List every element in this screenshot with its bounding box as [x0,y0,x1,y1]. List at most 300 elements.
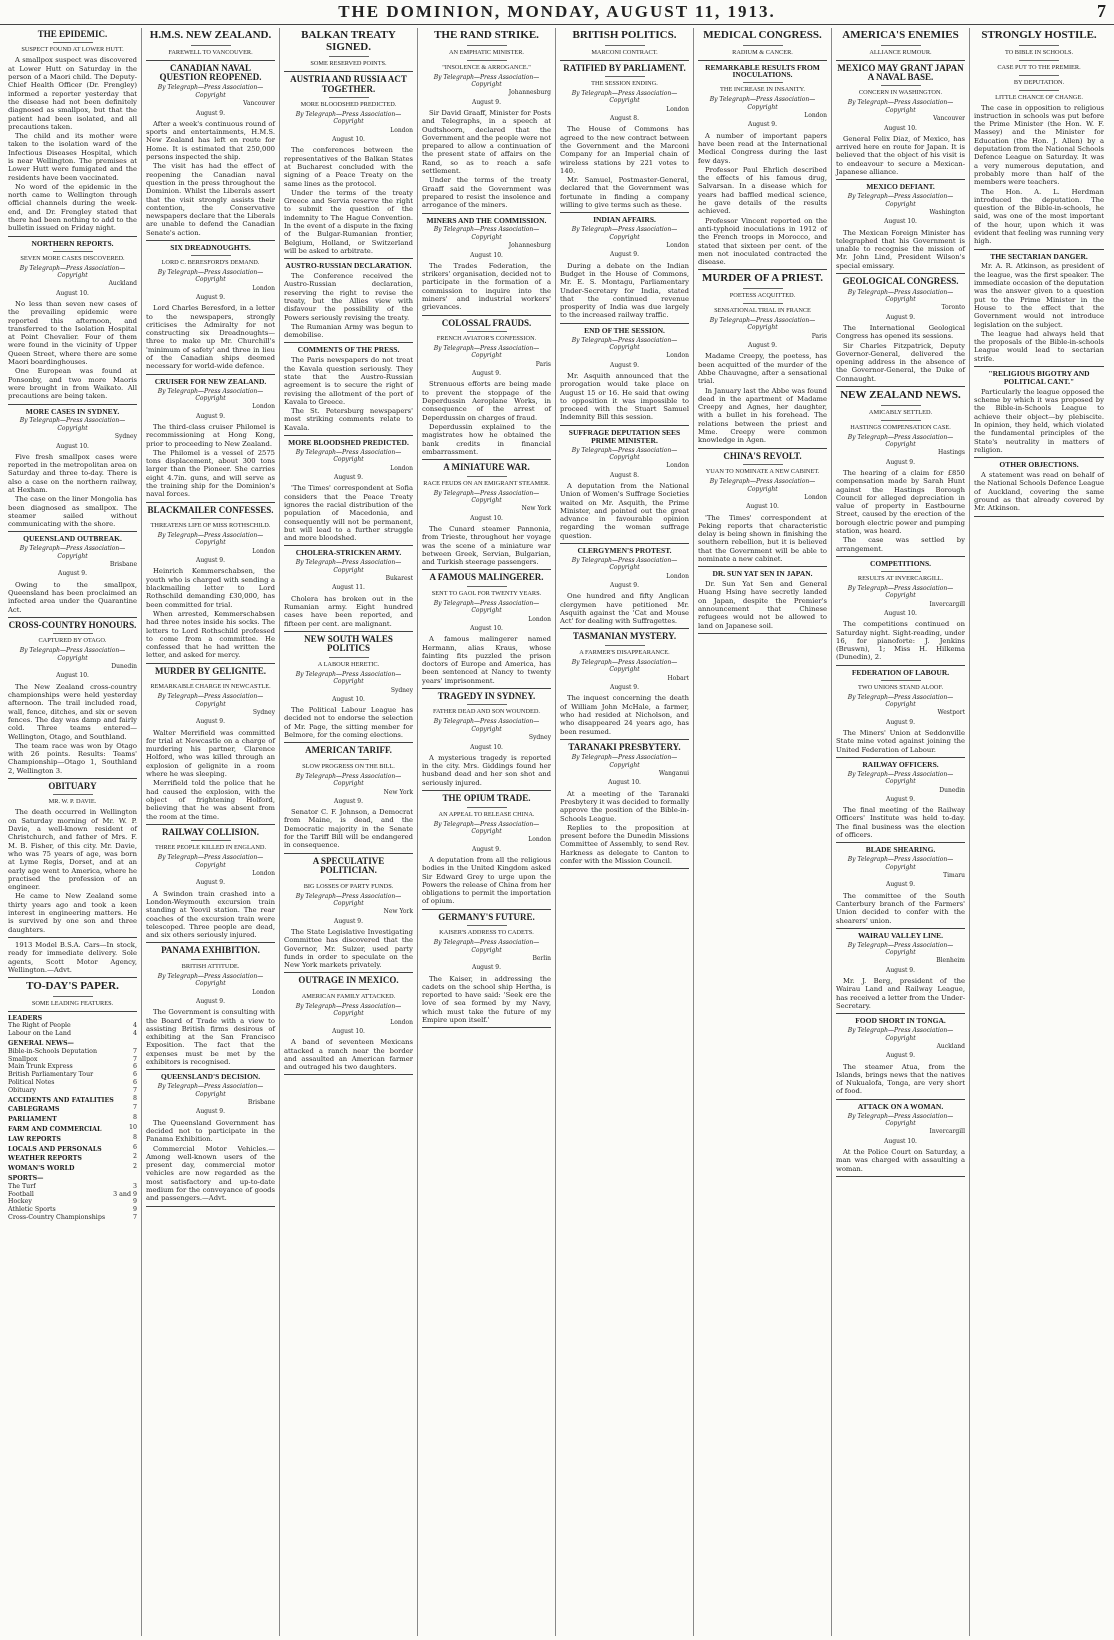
agency-byline: By Telegraph—Press Association—Copyright [847,856,954,871]
article-headline: BALKAN TREATY SIGNED. [301,29,396,53]
agency-byline: By Telegraph—Press Association—Copyright [157,1083,264,1098]
article [560,743,689,870]
article-subheading: FATHER DEAD AND SON WOUNDED. [433,708,540,716]
article-subheading: SUSPECT FOUND AT LOWER HUTT. [21,46,124,54]
article-headline: THE OPIUM TRADE. [442,793,531,804]
column-rule [284,972,413,973]
article [284,439,413,546]
agency-byline: By Telegraph—Press Association—Copyright [433,718,540,733]
article [146,946,275,1070]
dateline-place: London [666,352,689,360]
agency-byline: By Telegraph—Press Association—Copyright [157,693,264,708]
dateline-place: Sydney [252,708,275,716]
divider-rule [605,45,645,46]
article [284,976,413,1075]
article-headline: TARANAKI PRESBYTERY. [568,741,681,752]
article-paragraph: Lord Charles Beresford, in a letter to the newspapers, strongly criticises the Admiralty for not constructing six Dreadnoughts—three to make up Mr. Churchill's 'minimum of safety' and three in lieu of the Canadian ships deemed necessary for world-wide defence. [146,304,275,371]
dateline-place: New York [521,505,551,513]
dateline-place: London [252,988,275,996]
article-subheading: THE INCREASE IN INSANITY. [720,86,805,94]
article-headline: BLADE SHEARING. [865,845,936,855]
contents-label: Bible-in-Schools Deputation [8,1047,97,1055]
article [422,794,551,910]
contents-row [8,1198,137,1206]
dateline-place: New York [383,908,413,916]
article-headline: CHINA'S REVOLT. [723,450,802,461]
article-paragraph: A famous malingerer named Hermann, alias Kraus, whose fainting fits puzzled the prison doctors of Europe and America, has been sentenced at Nancy to twenty years' imprisonment. [422,635,551,685]
article-headline: OTHER OBJECTIONS. [999,460,1079,470]
contents-label: The Right of People [8,1022,71,1030]
article-headline: PANAMA EXHIBITION. [161,945,260,956]
column-rule [836,386,965,387]
article-paragraph: Deperdussin explained to the magistrates how he obtained the bank credits in financial embarrassment. [422,422,551,456]
dateline-place: Berlin [532,954,551,962]
column-rule [146,1069,275,1070]
agency-byline: By Telegraph—Press Association—Copyright [709,478,816,493]
article [422,319,551,461]
dateline-place: Paris [811,332,827,340]
dateline-date: August 10. [884,1137,917,1145]
dateline-date: August 9. [609,361,640,369]
article [836,560,965,666]
divider-rule [467,925,507,926]
article-subheading: MARCONI CONTRACT. [591,48,658,56]
column-rule [8,1011,137,1012]
column-rule [560,212,689,213]
dateline-place: London [804,493,827,501]
article-headline: A MINIATURE WAR. [443,462,530,473]
dateline-place: London [252,547,275,555]
article-headline: A FAMOUS MALINGERER. [429,572,544,583]
contents-label: Main Trunk Express [8,1063,73,1071]
article-headline: OBITUARY [48,781,97,792]
article-subheading: BRITISH ATTITUDE. [181,962,240,970]
divider-rule [467,476,507,477]
dateline-place: Paris [535,360,551,368]
column-rule [836,556,965,557]
article-headline: DR. SUN YAT SEN IN JAPAN. [712,569,813,579]
divider-rule [329,759,369,760]
article-paragraph: The Conference received the Austro-Russian declaration, reserving the right to revise the treaty, but the Allies view with disfavour the possibility of the Powers seriously revising the treaty. [284,272,413,322]
agency-byline: By Telegraph—Press Association—Copyright [157,854,264,869]
column-rule [836,179,965,180]
article-subheading: MORE BLOODSHED PREDICTED. [300,100,397,108]
article-headline: MURDER OF A PRIEST. [701,272,823,285]
contents-label: Football [8,1190,34,1198]
dateline-place: Sydney [114,433,137,441]
article-subheading: SLOW PROGRESS ON THE BILL. [302,762,395,770]
article-paragraph: Replies to the proposition at present before the Dunedin Missions Committee of Assembly, to send Rev. Harkness as delegate to Canton to confer with the Mission Council. [560,823,689,866]
article [698,64,827,271]
article-headline: TASMANIAN MYSTERY. [572,631,677,642]
contents-row [8,1056,137,1064]
article [974,30,1104,250]
contents-section: LEADERS [8,1014,43,1022]
article-paragraph: Particularly the league opposed the scheme by which it was proposed by the Bible-in-Schools League to achieve their object—by plebiscite. In opinion, they held, which violated the fundamental principles of the State's neutrality in matters of religion. [974,387,1104,454]
article-headline: MURDER BY GELIGNITE. [155,665,266,676]
contents-row [8,1191,137,1199]
contents-row [8,1206,137,1214]
news-column [142,28,280,1636]
divider-rule [881,45,921,46]
dateline-place: Johannesburg [508,89,551,97]
article [422,573,551,689]
article-headline: MINERS AND THE COMMISSION. [426,215,547,225]
column-rule [836,1099,965,1100]
column-rule [560,868,689,869]
column-rule [422,459,551,460]
article-headline: TO-DAY'S PAPER. [26,980,119,993]
article-headline: MORE CASES IN SYDNEY. [25,406,120,416]
contents-page: 6 [132,1071,137,1079]
article-headline: SIX DREADNOUGHTS. [170,242,251,252]
contents-row [8,1038,137,1048]
article-paragraph: Mr. A. R. Atkinson, as president of the league, was the first speaker. The immediate occasion of the deputation was the answer given to a question put to the Prime Minister in the House to the effect that the Government would not introduce legislation on the subject. [974,262,1104,329]
news-column [280,28,418,1636]
divider-rule [329,657,369,658]
column-rule [284,71,413,72]
contents-row [8,1071,137,1079]
article-subheading: MR. W. P. DAVIE. [48,798,97,806]
column-rule [146,663,275,664]
article-headline: COMMENTS OF THE PRESS. [297,345,400,355]
article-paragraph: Mr. J. Berg, president of the Wairau Land and Railway League, has received a letter from the Under-Secretary. [836,977,965,1010]
article-subheading: FAREWELL TO VANCOUVER. [168,48,253,56]
contents-page: 3 and 9 [113,1190,137,1198]
dateline-date: August 8. [609,471,640,479]
column-rule [836,1176,965,1177]
contents-label: FARM AND COMMERCIAL [8,1126,102,1134]
column-rule [974,516,1104,517]
article-headline: RATIFIED BY PARLIAMENT. [563,62,686,73]
article-paragraph: The Kaiser, in addressing the cadets on the school ship Hertha, is reported to have said: 'Seek ere the love of sea formed by my Navy, which must take the future of my Empire upon itself.' [422,974,551,1025]
dateline-date: August 8. [609,115,640,123]
dateline-date: August 9. [885,1052,916,1060]
article-paragraph: The Political Labour League has decided not to endorse the selection of Mr. Page, the sitting member for Belmore, for the coming elections. [284,706,413,740]
article-headline: RAILWAY OFFICERS. [862,759,939,769]
divider-rule [53,996,93,997]
article-paragraph: The Miners' Union at Seddonville State mine voted against joining the United Federation of Labour. [836,728,965,754]
column-rule [8,778,137,779]
article-paragraph: The Trades Federation, the strikers' organisation, decided not to participate in the formation of a commission to inquire into the miners' and industrial workers' grievances. [422,261,551,312]
article-headline: ATTACK ON A WOMAN. [857,1101,944,1111]
article-subheading: "INSOLENCE & ARROGANCE." [442,63,531,71]
article [146,378,275,503]
dateline-date: August 9. [195,997,226,1005]
article [8,981,137,1012]
contents-page: 8 [132,1133,137,1141]
agency-byline: By Telegraph—Press Association—Copyright [847,193,954,208]
article [284,635,413,743]
article [836,1103,965,1177]
contents-label: WEATHER REPORTS [8,1155,82,1163]
column-rule [836,1013,965,1014]
article-paragraph: Senator C. F. Johnson, a Democrat from Maine, is dead, and the Democratic majority in the Senate for the Tariff Bill will be endangered in consequence. [284,808,413,850]
contents-row [8,1104,137,1114]
agency-byline: By Telegraph—Press Association—Copyright [847,433,954,448]
article-headline: GERMANY'S FUTURE. [438,911,535,922]
dateline-place: Auckland [108,280,137,288]
agency-byline: By Telegraph—Press Association—Copyright [295,559,402,574]
dateline-place: Hastings [937,449,965,457]
dateline-date: August 9. [885,966,916,974]
dateline-date: August 9. [195,1108,226,1116]
divider-rule [329,989,369,990]
agency-byline: By Telegraph—Press Association—Copyright [433,73,540,88]
article [836,1017,965,1099]
columns [4,28,1110,1636]
article-headline: INDIAN AFFAIRS. [593,215,656,225]
article [8,621,137,779]
column-rule [146,60,275,61]
article [8,240,137,405]
column-rule [422,213,551,214]
article-paragraph: The committee of the South Canterbury branch of the Farmers' Union decided to confer with the shearers' union. [836,891,965,925]
article-paragraph: The competitions continued on Saturday night. Sight-reading, under 16, for pianoforte: J. Jenkins (Bruswn), 1; Miss H. Hilkema (Dunedin), 2. [836,620,965,662]
article-paragraph: The case on the liner Mongolia has been diagnosed as smallpox. The steamer sailed without communicating with the shore. [8,495,137,529]
article [698,30,827,61]
dateline-date: August 10. [470,514,503,522]
dateline-place: Sydney [528,734,551,742]
dateline-date: August 10. [470,624,503,632]
article-paragraph: Madame Creepy, the poetess, has been acquitted of the murder of the Abbe Chauvagne, after a sensational trial. [698,352,827,386]
news-column [694,28,832,1636]
dateline-date: August 9. [747,342,778,350]
contents-row [8,1163,137,1173]
dateline-place: London [390,1018,413,1026]
article [836,30,965,61]
contents-row [8,1079,137,1087]
article-subheading: AN APPEAL TO RELEASE CHINA. [438,810,535,818]
article-paragraph: Sir David Graaff, Minister for Posts and Telegraphs, in a speech at Oudtshoorn, declared that the Government and the people were not prepared to allow a continuation of the present state of affairs on the Rand, so as to reach a safe settlement. [422,108,551,176]
contents-page: 9 [132,1198,137,1206]
article-headline: END OF THE SESSION. [584,325,665,335]
article [8,782,137,938]
article-headline: FEDERATION OF LABOUR. [851,667,950,677]
dateline-date: August 9. [885,881,916,889]
contents-row [8,1022,137,1030]
dateline-place: Wanganui [658,770,689,778]
dateline-date: August 10. [470,743,503,751]
contents-page: 10 [128,1124,137,1132]
dateline-place: Brisbane [247,1099,275,1107]
article [698,570,827,634]
article-paragraph: Under the terms of the treaty Graaff said the Government was prepared to resist the insolence and arrogance of the miners. [422,176,551,210]
article-subheading: REMARKABLE CHARGE IN NEWCASTLE. [150,683,271,691]
article-headline: QUEENSLAND OUTBREAK. [23,534,122,544]
column-rule [422,569,551,570]
article-paragraph: In January last the Abbe was found dead in the apartment of Madame Creepy and Agnes, her daughter, with a bullet in his forehead. The relations between the priest and Mme. Creepy were common knowledge in Agen. [698,386,827,445]
article [836,761,965,843]
agency-byline: By Telegraph—Press Association—Copyright [433,939,540,954]
contents-page: 6 [132,1143,137,1151]
article-headline: FOOD SHORT IN TONGA. [855,1016,946,1026]
divider-rule [191,840,231,841]
article-subheading: THE SESSION ENDING. [591,79,658,87]
agency-byline: By Telegraph—Press Association—Copyright [19,264,126,279]
contents-page: 7 [132,1055,137,1063]
contents-row [8,1144,137,1154]
article-paragraph: The league had always held that the proposals of the Bible-in-schools League would lead to sectarian strife. [974,329,1104,363]
column-rule [974,249,1104,250]
article [146,506,275,664]
dateline-date: August 9. [195,718,226,726]
article [284,857,413,974]
dateline-date: August 9. [195,293,226,301]
divider-rule [743,464,783,465]
article [560,327,689,426]
agency-byline: By Telegraph—Press Association—Copyright [847,770,954,786]
article [422,30,551,214]
article [560,216,689,323]
article [836,669,965,758]
column-rule [284,545,413,546]
dateline-date: August 10. [884,124,917,132]
article [146,64,275,241]
article-subheading: RACE FEUDS ON AN EMIGRANT STEAMER. [423,479,550,487]
column-rule [698,633,827,634]
article-subheading: TO BIBLE IN SCHOOLS. [1004,48,1074,56]
article-headline: NORTHERN REPORTS. [31,238,114,248]
divider-rule [467,586,507,587]
article-paragraph: A number of important papers have been read at the International Medical Congress during the last few days. [698,131,827,165]
article-paragraph: No less than seven new cases of the prevailing epidemic were reported this afternoon, and transferred to the Isolation Hospital at Point Chevalier. Four of them were found in the vicinity of Upper Queen Street, where there are some Maori boardinghouses. [8,299,137,367]
article-headline: AMERICAN TARIFF. [305,745,392,756]
article-paragraph: The conferences between the representatives of the Balkan States at Bucharest concluded with the signing of a Peace Treaty on the same lines as the protocol. [284,146,413,188]
divider-rule [467,331,507,332]
divider-rule [191,45,231,46]
divider-rule [881,571,921,572]
article [284,346,413,436]
contents-label: British Parliamentary Tour [8,1071,94,1079]
contents-row [8,1030,137,1038]
agency-byline: By Telegraph—Press Association—Copyright [295,1002,402,1018]
article-headline: NEW SOUTH WALES POLITICS [304,633,393,654]
contents-label: Labour on the Land [8,1030,72,1038]
article [8,408,137,533]
divider-rule [191,679,231,680]
article-paragraph: After a week's continuous round of sports and entertainments, H.M.S. New Zealand has left en route for Home. It is estimated that 250,000 persons inspected the ship. [146,119,275,162]
article-headline: AMERICA'S ENEMIES [842,29,959,41]
article-subheading: THREE PEOPLE KILLED IN ENGLAND. [154,844,267,852]
article-subheading: HASTINGS COMPENSATION CASE. [850,423,951,431]
agency-byline: By Telegraph—Press Association—Copyright [157,387,264,402]
divider-rule [53,251,93,252]
contents-label: Athletic Sports [8,1206,56,1214]
article-headline: CHOLERA-STRICKEN ARMY. [295,548,402,558]
article-paragraph: Mr. Asquith announced that the prorogation would take place on August 15 or 16. He said that owing to opposition it was impossible to proceed with the Stuart Samuel Indemnity Bill this session. [560,372,689,422]
article-paragraph: The Government is consulting with the Board of Trade with a view to assisting British firms desirous of exhibiting at the San Francisco Exposition. The fact that the expenses must be met by the exhibitors is recognised. [146,1008,275,1067]
divider-rule [467,807,507,808]
article-paragraph: The Philomel is a vessel of 2575 tons displacement, about 300 tons larger than the Pioneer. She carries eight 4.7in. guns, and will serve as the training ship for the Dominion's naval forces. [146,448,275,499]
article-paragraph: During a debate on the Indian Budget in the House of Commons, Mr. E. S. Montagu, Parliamentary Under-Secretary for India, stated that the continued revenue prosperity of India was due largely to the increased railway traffic. [560,261,689,320]
agency-byline: By Telegraph—Press Association—Copyright [571,226,678,241]
news-column [4,28,142,1636]
divider-rule [53,794,93,795]
article [284,75,413,259]
column-rule [8,937,137,938]
article-subheading: SOME RESERVED POINTS. [310,60,387,68]
dateline-place: Invercargill [929,1128,965,1136]
article-headline: MEDICAL CONGRESS. [703,29,822,41]
article-subheading: LITTLE CHANCE OF CHANGE. [995,93,1083,101]
agency-byline: By Telegraph—Press Association—Copyright [571,556,678,572]
column-rule [146,942,275,943]
divider-rule [467,60,507,61]
dateline-place: London [252,403,275,411]
contents-page: 7 [132,1104,137,1112]
agency-byline: By Telegraph—Press Association—Copyright [19,417,126,432]
article-paragraph: The Rumanian Army was begun to demobilise. [284,322,413,340]
contents-row [8,1095,137,1105]
dateline-date: August 9. [333,474,364,482]
contents-page: 7 [132,1214,137,1221]
dateline-date: August 10. [884,609,917,617]
article [836,183,965,274]
article [8,535,137,617]
column-rule [422,790,551,791]
article-paragraph: The Cunard steamer Pannonia, from Trieste, throughout her voyage was the scene of a miniature war between Greek, Servian, Bulgarian, and Turkish steerage passengers. [422,524,551,567]
dateline-place: Vancouver [933,115,965,123]
article-paragraph: A mysterious tragedy is reported in the city. Mrs. Giddings found her husband dead and her son shot and seriously injured. [422,753,551,787]
contents-row [8,1214,137,1222]
article-paragraph: The House of Commons has agreed to the new contract between the Government and the Marconi Company for an Imperial chain of wireless stations by 221 votes to 140. [560,125,689,175]
column-rule [698,566,827,567]
article-subheading: FRENCH AVIATOR'S CONFESSION. [436,335,537,343]
dateline-place: Blenheim [936,957,965,965]
contents-label: CABLEGRAMS [8,1106,60,1114]
article-subheading: AN EMPHATIC MINISTER. [448,48,525,56]
article [146,828,275,944]
article-headline: COLOSSAL FRAUDS. [441,317,532,328]
article [284,262,413,343]
article-subheading: BY DEPUTATION. [1013,78,1065,86]
article [284,549,413,631]
divider-rule [329,879,369,880]
article-headline: CRUISER FOR NEW ZEALAND. [154,376,267,386]
news-column [418,28,556,1636]
column-rule [698,448,827,449]
divider-rule [1019,75,1059,76]
contents-row [8,1134,137,1144]
dateline-place: Dunedin [939,786,965,794]
column-rule [146,1206,275,1207]
article-paragraph: The hearing of a claim for £850 compensation made by Sarah Hunt against the Hastings Borough Council for alleged depreciation in value of property in Eastbourne Street, caused by the erection of the borough electric power and pumping station, was heard. [836,468,965,536]
agency-byline: By Telegraph—Press Association—Copyright [433,599,540,615]
column-rule [8,531,137,532]
divider-rule [1019,45,1059,46]
article-headline: CLERGYMEN'S PROTEST. [577,546,672,556]
contents-page: 3 [132,1182,137,1190]
news-column [970,28,1108,1636]
article-paragraph: A deputation from all the religious bodies in the United Kingdom asked Sir Edward Grey to urge upon the Powers the release of China from her obligations to permit the importation of opium. [422,855,551,906]
divider-rule [881,420,921,421]
column-rule [836,842,965,843]
column-rule [284,853,413,854]
contents-label: Smallpox [8,1055,38,1063]
article-headline: "RELIGIOUS BIGOTRY AND POLITICAL CANT." [988,369,1090,386]
agency-byline: By Telegraph—Press Association—Copyright [157,84,264,99]
column-rule [698,60,827,61]
article-subheading: CASE PUT TO THE PREMIER. [997,63,1081,71]
article-paragraph: When arrested, Kemmerschabsen had three notes inside his socks. The letters to Lord Rothschild professed to come from a committee. He confessed that he had written the letter, and asked for mercy. [146,609,275,660]
article-subheading: THREATENS LIFE OF MISS ROTHSCHILD. [150,522,271,530]
column-rule [560,543,689,544]
column-rule [974,366,1104,367]
column-rule [560,425,689,426]
article [836,846,965,928]
article-paragraph: A smallpox suspect was discovered at Lower Hutt on Saturday in the person of a Maori child. The Deputy-Chief Health Officer (Dr. Frengley) informed a reporter yesterday that the disease had not been definitely diagnosed as smallpox, but that the patient had been isolated, and all precautions taken. [8,56,137,131]
